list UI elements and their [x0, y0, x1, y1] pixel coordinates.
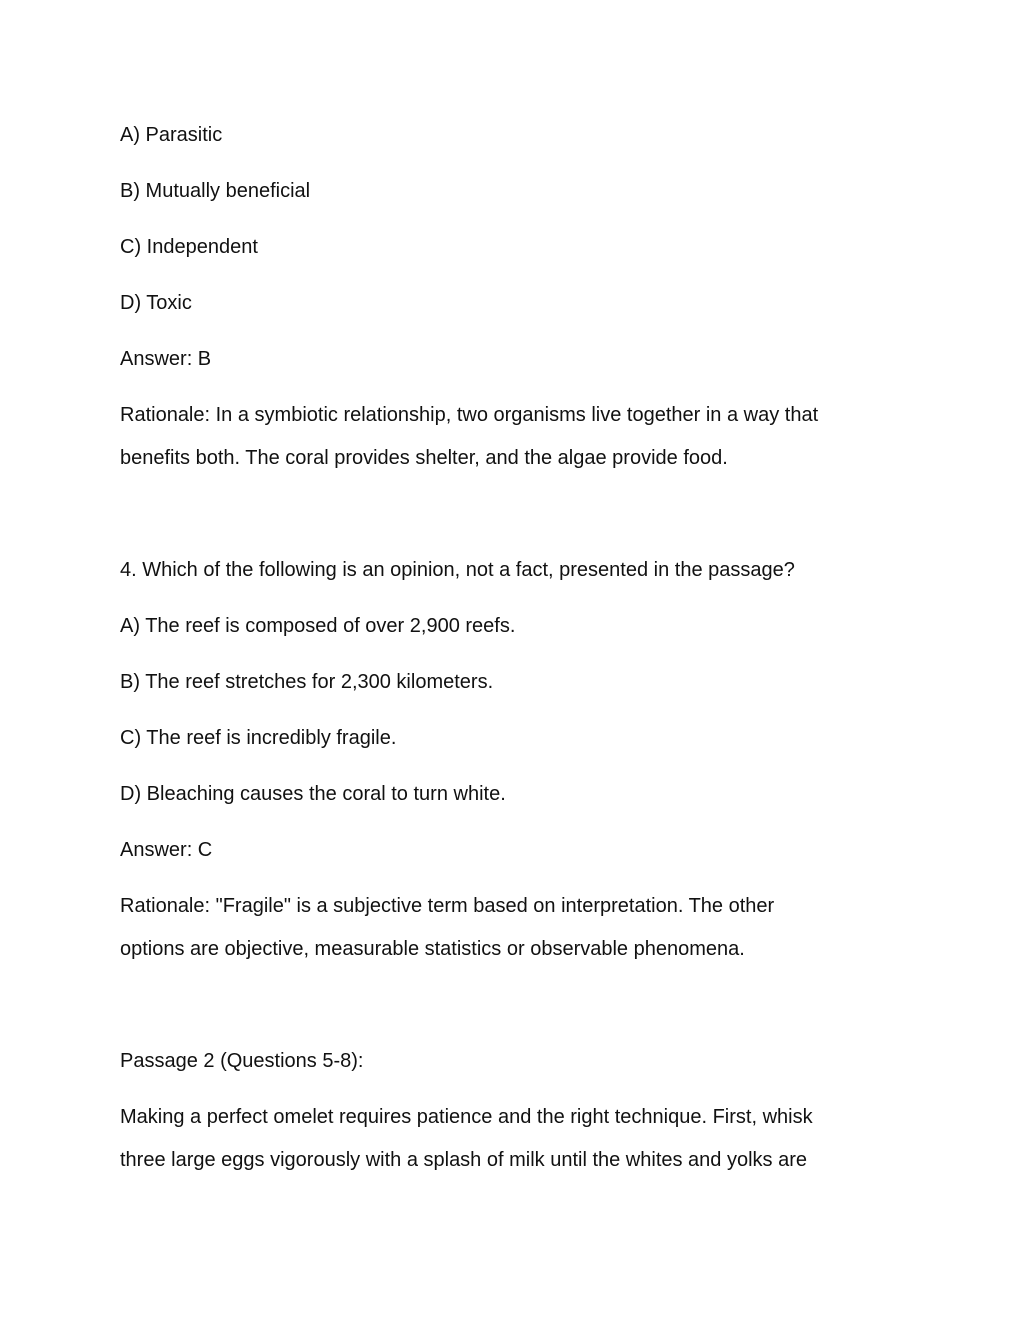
- q4-option-c: C) The reef is incredibly fragile.: [120, 727, 397, 749]
- q4-rationale-line-2: options are objective, measurable statistics or observable phenomena.: [120, 938, 745, 960]
- passage2-text-line-2: three large eggs vigorously with a splash of milk until the whites and yolks are: [120, 1149, 808, 1171]
- q3-rationale-line-1: Rationale: In a symbiotic relationship, two organisms live together in a way that: [120, 404, 819, 426]
- q4-option-d: D) Bleaching causes the coral to turn white.: [120, 783, 506, 805]
- q3-option-b: B) Mutually beneficial: [120, 180, 311, 202]
- q3-answer: Answer: B: [120, 348, 212, 370]
- q4-option-a: A) The reef is composed of over 2,900 reefs.: [120, 615, 516, 637]
- passage2-text-line-1: Making a perfect omelet requires patience and the right technique. First, whisk: [120, 1106, 813, 1128]
- q3-option-a: A) Parasitic: [120, 124, 223, 146]
- q4-rationale-line-1: Rationale: "Fragile" is a subjective term based on interpretation. The other: [120, 895, 775, 917]
- q4-answer: Answer: C: [120, 839, 213, 861]
- q4-option-b: B) The reef stretches for 2,300 kilometers.: [120, 671, 494, 693]
- q3-option-d: D) Toxic: [120, 292, 192, 314]
- q4-question: 4. Which of the following is an opinion, not a fact, presented in the passage?: [120, 559, 795, 581]
- passage2-heading: Passage 2 (Questions 5-8):: [120, 1050, 364, 1072]
- q3-option-c: C) Independent: [120, 236, 258, 258]
- q3-rationale-line-2: benefits both. The coral provides shelter, and the algae provide food.: [120, 447, 728, 469]
